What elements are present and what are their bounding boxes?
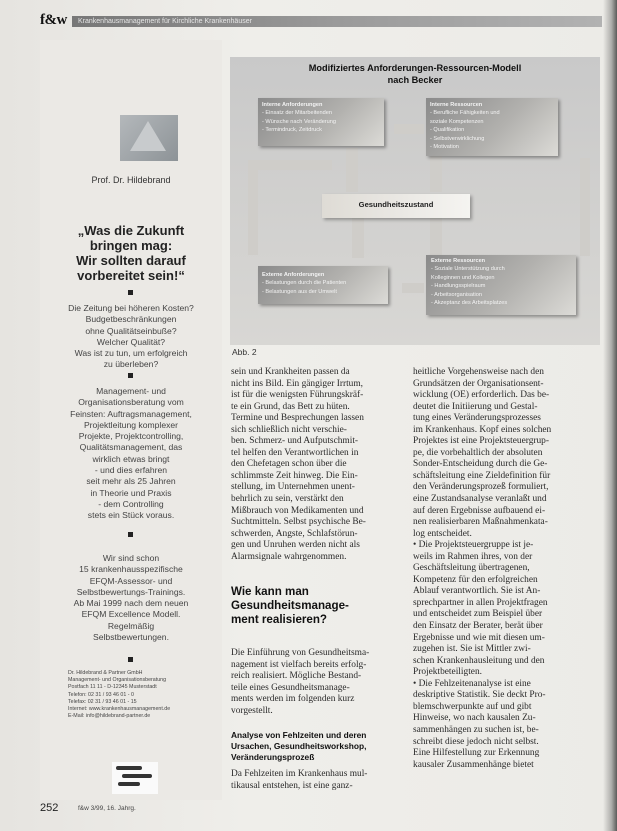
arrow-connector — [402, 283, 424, 293]
article-column-1-para1: sein und Krankheiten passen da nicht ins Bild. Ein gängiger Irrtum, ist für die wenigsten Führungskräf- te ein Grund, das Bett zu hüten. Termine und Besprechungen lassen sich schließlich nicht verschie- ben. Schmerz- und Aufputschmit- tel helfen den Verantwortlichen in den Chefetagen schon über die schlimmste Zeit hinweg. Die Ein- stellung, im Unternehmen unent- behrlich zu sein, verstärkt den Mißbrauch von Medikamenten und Suchtmitteln. Selbst psychische Be- schwerden, Ängste, Schlafstörun- gen und Unruhen werden nicht als Alarmsignale wahrgenommen. — [231, 367, 366, 562]
sidebar-block-efqm: Wir sind schon 15 krankenhausspezifische EFQM-Assessor- und Selbstbewertungs-Trainings. Ab Mai 1999 nach dem neuen EFQM Excellence Modell. Regelmäßig Selbstbewertungen. — [73, 553, 189, 643]
sidebar-quote: „Was die Zukunft bringen mag: Wir sollten darauf vorbereitet sein!“ — [76, 223, 186, 283]
bullet-square — [128, 657, 133, 662]
arrow-connector — [352, 218, 364, 258]
box-interne-ressourcen-text: Interne Ressourcen - Berufliche Fähigkeiten und soziale Kompetenzen - Qualifikation - Selbstverwirklichung - Motivation — [430, 102, 500, 151]
arrow-connector — [248, 160, 258, 255]
box-gesundheitszustand-label: Gesundheitszustand — [358, 200, 434, 209]
magazine-logo: f&w — [40, 12, 67, 28]
article-column-2: heitliche Vorgehensweise nach den Grundsätzen der Organisationsent- wicklung (OE) erforderlich. Das be- deutet die Initiierung und Gestal- tung eines Veränderungsprozesses im Krankenhaus. Kopf eines solchen Projektes ist eine Projektsteuergrup- pe, die vorbehaltlich der absoluten Sonder-Entscheidung durch die Ge- schäftsleitung eine Zieldefinition für den Veränderungsprozeß formuliert, eine Zustandsanalyse veranlaßt und auf deren Ergebnisse aufbauend ei- nen realisierbaren Maßnahmenkata- log entscheidet. • Die Projektsteuergruppe ist je- weils im Rahmen ihres, von der Geschäftsleitung übertragenen, Kompetenz für den erfolgreichen Ablauf verantwortlich. Sie ist An- sprechpartner in allen Projektfragen und entscheidet zum Beispiel über den Einsatz der Berater, berät über Ergebnisse und wie mit diesen um- zugehen ist. Sie ist Mittler zwi- schen Krankenhausleitung und den Projektbeteiligten. • Die Fehlzeitenanalyse ist eine deskriptive Statistik. Sie deckt Pro- blemschwerpunkte auf und gibt Hinweise, wo nach kausalen Zu- sammenhängen zu suchen ist, be- schreibt diese jedoch nicht selbst. Eine Hilfestellung zur Erkennung kausaler Zusammenhänge bietet — [413, 367, 552, 770]
page-number: 252 — [40, 802, 59, 814]
sidebar-block-questions: Die Zeitung bei höheren Kosten? Budgetbeschränkungen ohne Qualitätseinbuße? Welcher Qualität? Was ist zu tun, um erfolgreich zu überleben? — [68, 303, 194, 370]
section-heading: Wie kann man Gesundheitsmanage- ment realisieren? — [231, 585, 349, 627]
company-logo — [112, 760, 158, 794]
figure-caption: Abb. 2 — [232, 347, 257, 357]
arrow-connector — [394, 124, 424, 134]
subsection-heading: Analyse von Fehlzeiten und deren Ursachen, Gesundheitsworkshop, Veränderungsprozeß — [231, 730, 367, 762]
bullet-square — [128, 290, 133, 295]
article-column-1-para3: Da Fehlzeiten im Krankenhaus mul- tikausal entstehen, ist eine ganz- — [231, 769, 368, 791]
sidebar-contact: Dr. Hildebrand & Partner GmbH Management- und Organisationsberatung Postfach 11 11 - D-12345 Musterstadt Telefon: 02 31 / 93 46 01 - 0 Telefax: 02 31 / 93 46 01 - 15 Internet: www.krankenhausmanagement.de E-Mail: info@hildebrand-partner.de — [68, 670, 171, 720]
sidebar-block-services: Management- und Organisationsberatung vom Feinsten: Auftragsmanagement, Projektleitung komplexer Projekte, Projektcontrolling, Qualitätsmanagement, das wirklich etwas bringt - und dies erfahren seit mehr als 25 Jahren in Theorie und Praxis - dem Controlling stets ein Stück voraus. — [70, 386, 192, 521]
bullet-square — [128, 373, 133, 378]
issue-reference: f&w 3/99, 16. Jahrg. — [78, 805, 136, 812]
box-externe-ressourcen-text: Externe Ressourcen - Soziale Unterstützung durch Kolleginnen und Kollegen - Handlungsspielraum - Arbeitsorganisation - Akzeptanz des Arbeitsplatzes — [431, 258, 508, 307]
arrow-connector — [580, 158, 590, 256]
page-edge-shadow — [603, 0, 617, 831]
arrow-connector — [248, 160, 332, 170]
running-header-title: Krankenhausmanagement für Kirchliche Krankenhäuser — [78, 18, 252, 25]
arrow-connector — [430, 218, 442, 256]
bullet-square — [128, 532, 133, 537]
article-column-1-para2: Die Einführung von Gesundheitsma- nagement ist vielfach bereits erfolg- reich realisiert. Mögliche Bestand- teile eines Gesundheitsmanage- ments werden im folgenden kurz vorgestellt. — [231, 648, 370, 716]
portrait-image — [120, 115, 178, 161]
portrait-caption: Prof. Dr. Hildebrand — [91, 175, 171, 185]
box-interne-anforderungen-text: Interne Anforderungen - Einsatz der Mitarbeitenden - Wünsche nach Veränderung - Termindruck, Zeitdruck — [262, 102, 337, 134]
box-externe-anforderungen-text: Externe Anforderungen - Belastungen durch die Patienten - Belastungen aus der Umwelt — [262, 272, 347, 295]
arrow-connector — [346, 148, 358, 192]
diagram-title: Modifiziertes Anforderungen-Ressourcen-Modell nach Becker — [308, 63, 522, 85]
